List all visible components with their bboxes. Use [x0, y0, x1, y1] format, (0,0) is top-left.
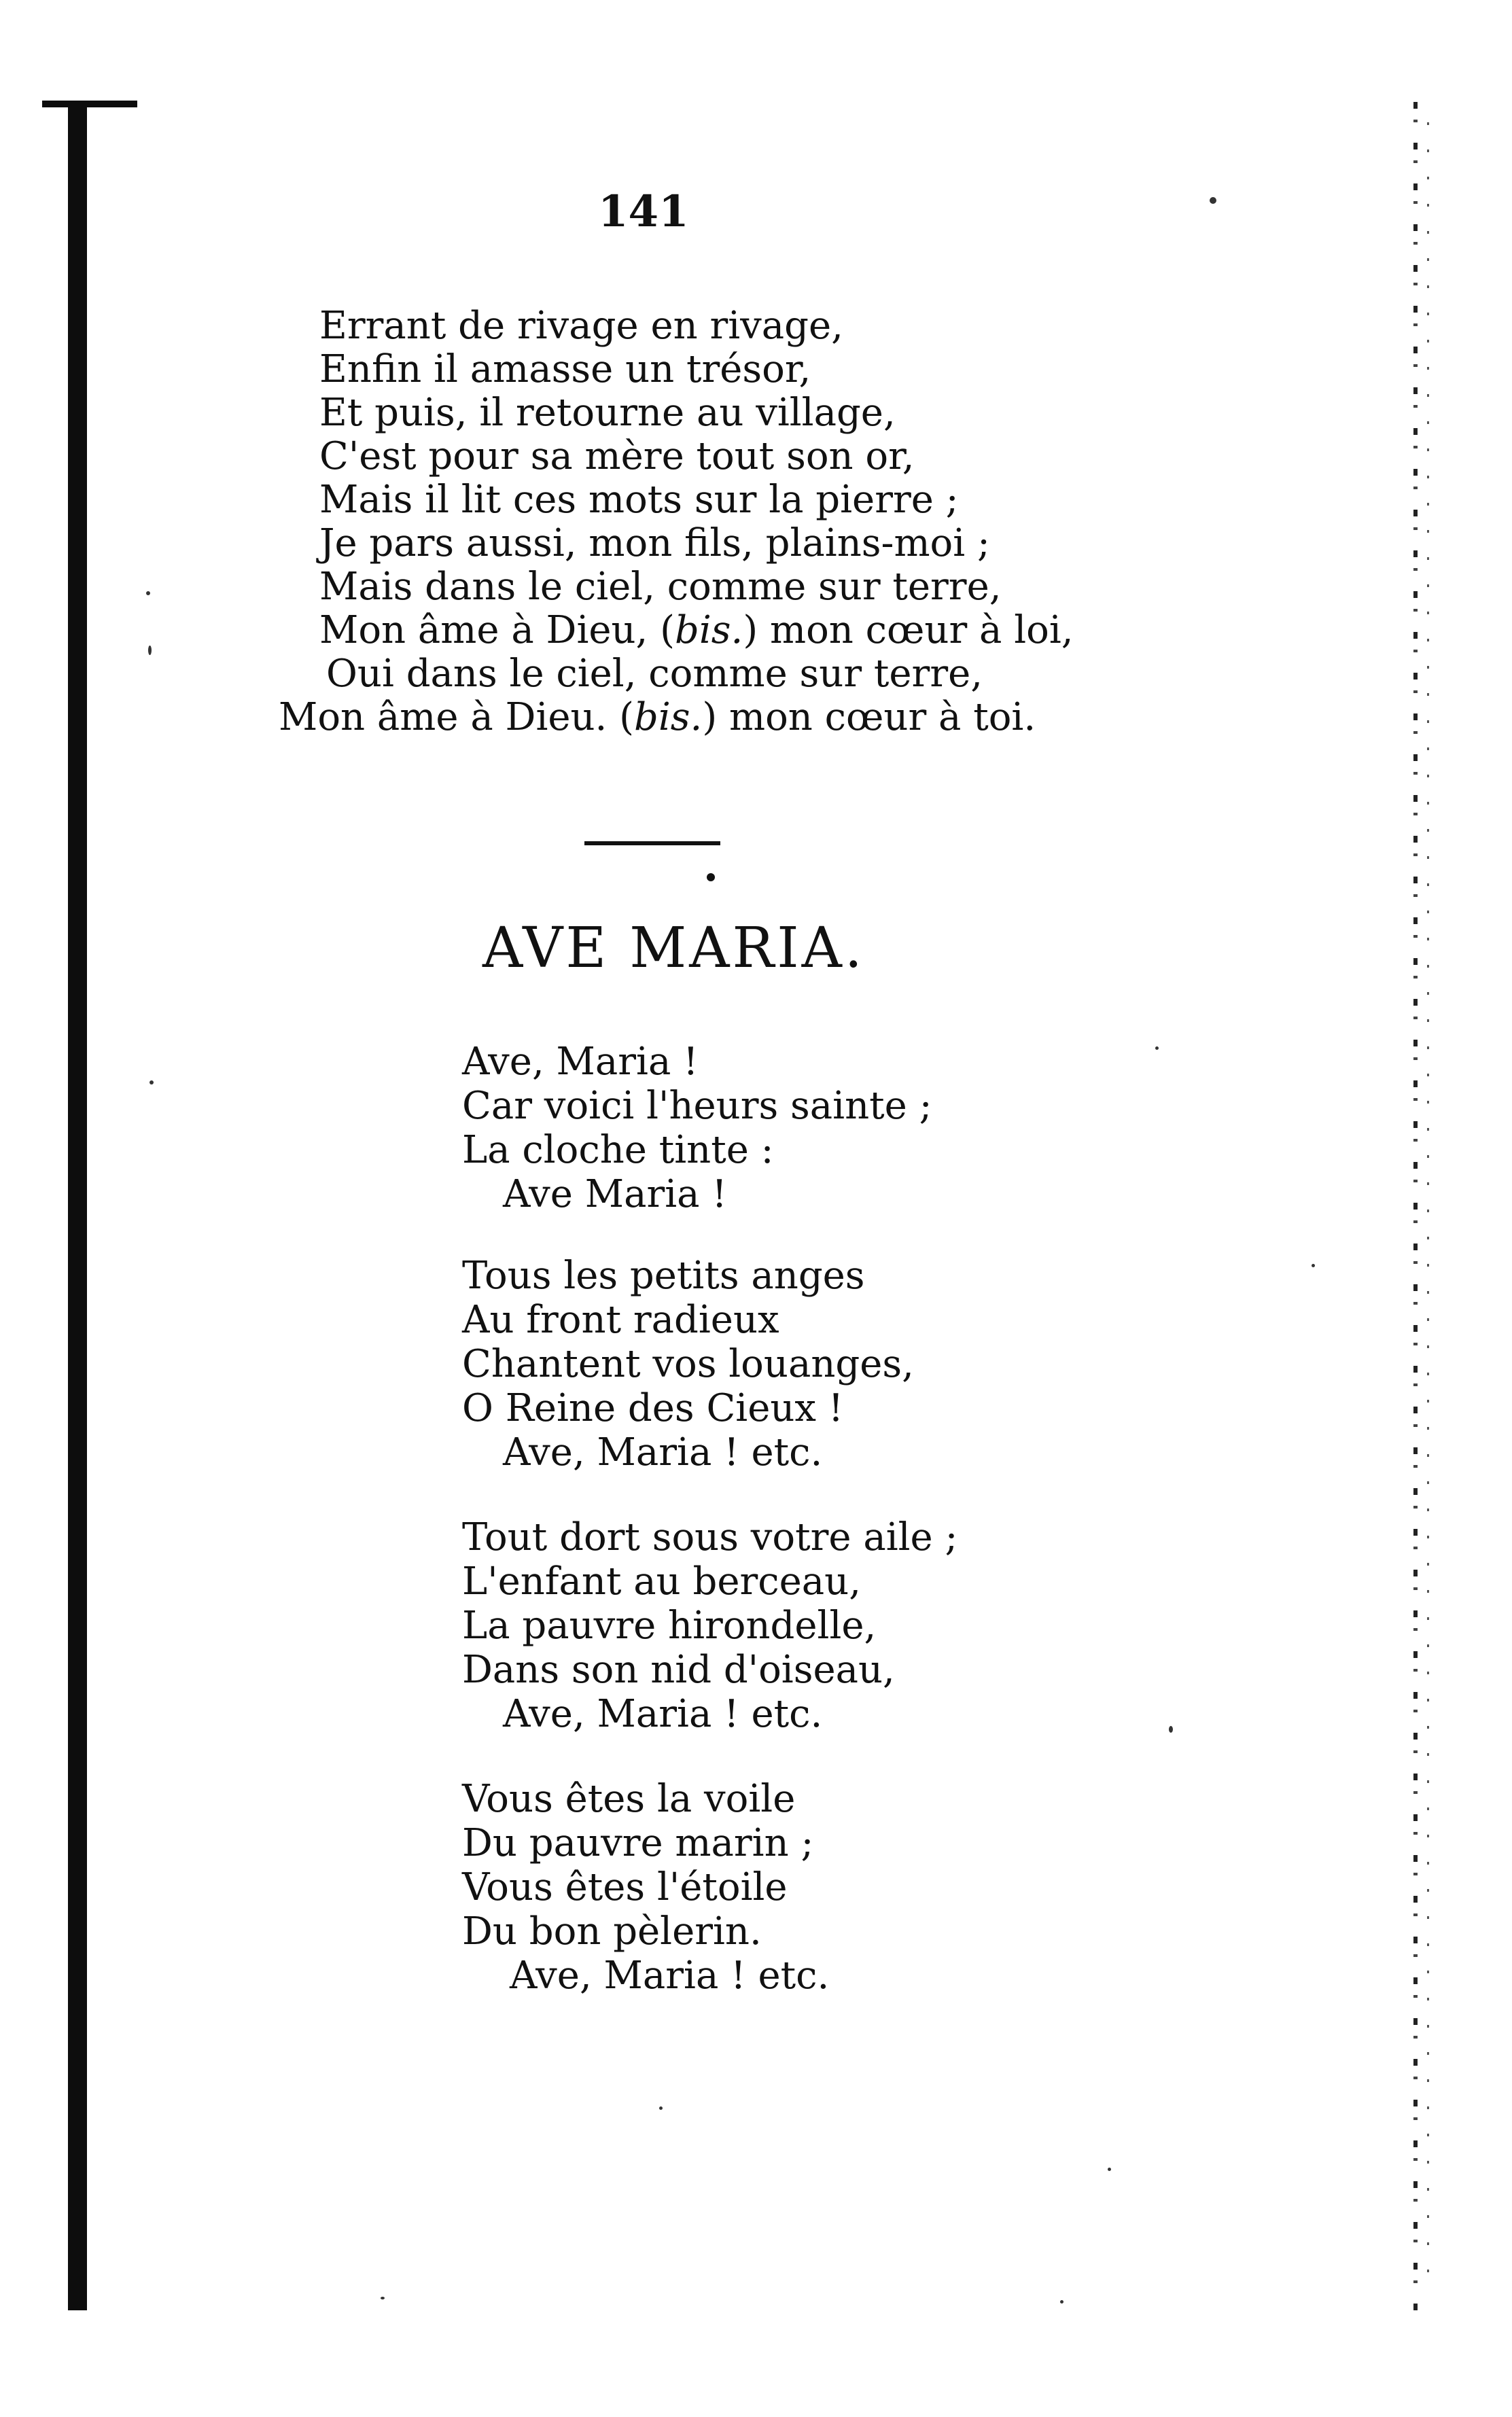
scan-speck: [148, 646, 152, 655]
scan-speck: [1155, 1046, 1159, 1050]
poem-line: Mon âme à Dieu, (bis.) mon cœur à loi,: [319, 608, 1074, 652]
ink-dot: [707, 873, 715, 881]
stanza-line: Car voici l'heurs sainte ;: [462, 1084, 932, 1128]
poem-line: Mais il lit ces mots sur la pierre ;: [319, 478, 959, 522]
binding-edge: [68, 102, 87, 2310]
scan-speck: [1312, 1264, 1315, 1267]
stanza-line: L'enfant au berceau,: [462, 1559, 862, 1604]
poem-line: Je pars aussi, mon fils, plains-moi ;: [319, 521, 990, 565]
poem-line: Enfin il amasse un trésor,: [319, 347, 811, 391]
stanza-line: Au front radieux: [462, 1298, 779, 1342]
stanza-line: Vous êtes la voile: [462, 1777, 796, 1821]
scan-speck: [1169, 1726, 1173, 1733]
section-divider: [584, 841, 720, 845]
stanza-line: La cloche tinte :: [462, 1128, 774, 1172]
poem-line: Mon âme à Dieu. (bis.) mon cœur à toi.: [279, 695, 1036, 739]
stanza-line: Tout dort sous votre aile ;: [462, 1515, 958, 1559]
scan-speck: [146, 591, 150, 595]
stanza-refrain: Ave, Maria ! etc.: [503, 1692, 823, 1736]
page-right-edge: [1413, 102, 1418, 2310]
stanza-line: Tous les petits anges: [462, 1254, 865, 1298]
scan-speck: [1108, 2168, 1111, 2171]
binding-edge-cap: [42, 101, 137, 107]
poem-line: Errant de rivage en rivage,: [319, 304, 843, 348]
scan-speck: [1060, 2300, 1063, 2304]
page-right-edge-specks: [1427, 122, 1429, 2297]
stanza-refrain: Ave, Maria ! etc.: [510, 1954, 830, 1998]
stanza-line: O Reine des Cieux !: [462, 1386, 844, 1430]
stanza-line: Du bon pèlerin.: [462, 1909, 762, 1954]
stanza-refrain: Ave Maria !: [503, 1172, 727, 1216]
stanza-line: Ave, Maria !: [462, 1040, 699, 1084]
song-title: AVE MARIA.: [482, 916, 865, 981]
poem-line: Oui dans le ciel, comme sur terre,: [326, 652, 983, 696]
page-number: 141: [598, 186, 689, 237]
scan-speck: [659, 2106, 663, 2110]
stanza-line: Du pauvre marin ;: [462, 1821, 814, 1865]
scan-speck: [381, 2297, 385, 2299]
stanza-line: Dans son nid d'oiseau,: [462, 1648, 895, 1692]
stanza-line: La pauvre hirondelle,: [462, 1604, 877, 1648]
stanza-refrain: Ave, Maria ! etc.: [503, 1430, 823, 1475]
poem-line: C'est pour sa mère tout son or,: [319, 434, 915, 478]
scan-speck: [150, 1080, 154, 1084]
poem-line: Et puis, il retourne au village,: [319, 391, 896, 435]
stanza-line: Chantent vos louanges,: [462, 1342, 914, 1386]
poem-line: Mais dans le ciel, comme sur terre,: [319, 565, 1002, 609]
scan-speck: [1210, 197, 1216, 204]
stanza-line: Vous êtes l'étoile: [462, 1865, 788, 1909]
